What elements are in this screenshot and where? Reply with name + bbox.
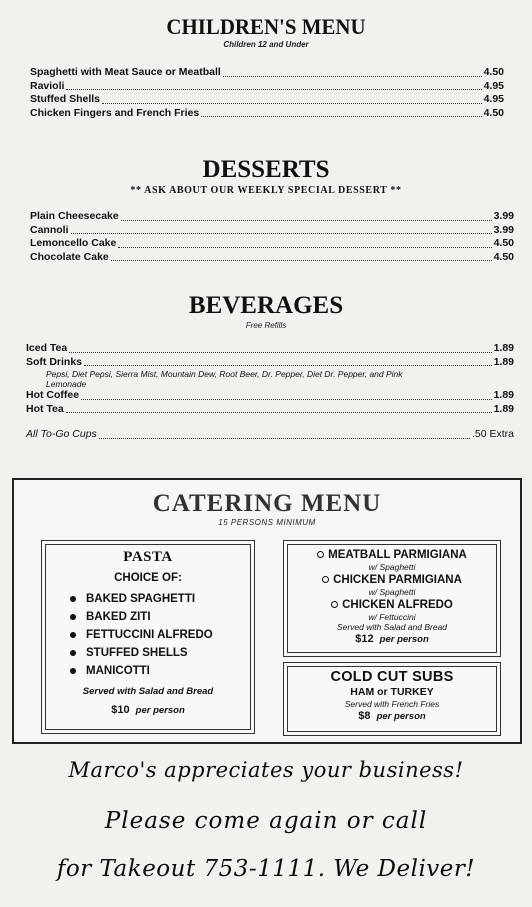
pasta-item-label: MANICOTTI	[86, 665, 150, 677]
subs-options: HAM or TURKEY	[350, 686, 434, 698]
list-item	[70, 608, 254, 626]
togo-row	[26, 428, 514, 442]
pasta-item-label: FETTUCCINI ALFREDO	[86, 629, 213, 641]
beverages-list	[26, 342, 514, 442]
pasta-per-person: per person	[135, 705, 185, 716]
parm-item-name	[284, 599, 500, 612]
dot-leader	[121, 220, 492, 221]
parm-item-label: CHICKEN ALFREDO	[342, 599, 453, 611]
pasta-price: $10	[111, 704, 130, 716]
parm-item-name	[284, 574, 500, 587]
item-price: 4.50	[493, 237, 514, 249]
closing-line-3: for Takeout 753-1111. We Deliver!	[56, 856, 476, 882]
list-item	[70, 662, 254, 680]
item-name: Ravioli	[30, 79, 65, 92]
dot-leader	[201, 116, 481, 117]
bullet-icon	[331, 601, 338, 608]
menu-row	[26, 356, 514, 370]
bullet-icon	[70, 614, 76, 620]
childrens-menu-section	[0, 14, 532, 120]
list-item	[70, 644, 254, 662]
item-name: Iced Tea	[26, 342, 68, 354]
desserts-subtitle: ** ASK ABOUT OUR WEEKLY SPECIAL DESSERT **	[130, 185, 402, 196]
dot-leader	[84, 365, 492, 366]
parm-item-with: w/ Spaghetti	[368, 562, 416, 572]
closing-line-1: Marco's appreciates your business!	[68, 758, 464, 782]
subs-served-note: Served with French Fries	[344, 699, 440, 709]
item-name: Chocolate Cake	[30, 250, 109, 263]
parm-served-note: Served with Salad and Bread	[336, 622, 448, 632]
bullet-icon	[70, 632, 76, 638]
dot-leader	[81, 399, 491, 400]
subs-per-person: per person	[376, 711, 426, 722]
dot-leader	[66, 89, 481, 90]
togo-price: .50 Extra	[471, 428, 514, 440]
menu-row	[30, 93, 504, 107]
desserts-list	[30, 210, 514, 264]
item-price: 4.50	[493, 250, 514, 263]
childrens-menu-list	[30, 66, 504, 120]
item-price: 3.99	[493, 210, 514, 222]
beverages-title: BEVERAGES	[188, 292, 344, 319]
item-name: Plain Cheesecake	[30, 210, 119, 222]
menu-row	[30, 66, 504, 80]
menu-row	[26, 403, 514, 417]
menu-row	[30, 237, 514, 251]
childrens-menu-title: CHILDREN'S MENU	[166, 14, 366, 39]
pasta-item-label: BAKED ZITI	[86, 611, 151, 623]
parm-price: $12	[355, 633, 374, 645]
parm-item-label: MEATBALL PARMIGIANA	[328, 549, 467, 561]
item-name: Stuffed Shells	[30, 93, 101, 105]
subs-price-line	[284, 710, 500, 723]
item-price: 4.95	[483, 79, 504, 92]
item-price: 1.89	[493, 389, 514, 401]
bullet-icon	[322, 576, 329, 583]
item-price: 1.89	[493, 355, 514, 368]
catering-subtitle: 15 PERSONS MINIMUM	[218, 518, 316, 527]
dot-leader	[66, 412, 492, 413]
subs-title: COLD CUT SUBS	[330, 669, 454, 685]
cold-cut-subs-box	[283, 662, 501, 736]
childrens-menu-subtitle: Children 12 and Under	[223, 40, 309, 49]
dot-leader	[223, 76, 482, 77]
beverages-section	[0, 291, 532, 442]
pasta-price-line	[42, 704, 254, 716]
dot-leader	[99, 438, 470, 439]
pasta-box	[41, 540, 255, 734]
list-item	[70, 626, 254, 644]
pasta-title: PASTA	[123, 549, 173, 565]
dot-leader	[69, 352, 491, 353]
bullet-icon	[70, 650, 76, 656]
item-name: Chicken Fingers and French Fries	[30, 106, 200, 119]
dot-leader	[111, 260, 492, 261]
item-price: 4.95	[483, 93, 504, 105]
item-price: 4.50	[483, 106, 504, 119]
pasta-served-note: Served with Salad and Bread	[82, 686, 214, 697]
menu-row	[26, 342, 514, 356]
subs-price: $8	[358, 710, 371, 722]
list-item	[70, 590, 254, 608]
item-name: Lemoncello Cake	[30, 237, 117, 249]
beverages-subtitle: Free Refills	[245, 321, 287, 330]
menu-row	[30, 80, 504, 94]
menu-row	[30, 251, 514, 265]
bullet-icon	[317, 551, 324, 558]
item-name: Hot Tea	[26, 402, 64, 415]
item-price: 1.89	[493, 402, 514, 415]
parmigiana-list	[284, 549, 500, 646]
desserts-section	[0, 155, 532, 264]
menu-row	[26, 389, 514, 403]
item-name: Spaghetti with Meat Sauce or Meatball	[30, 66, 221, 78]
item-price: 3.99	[493, 223, 514, 236]
catering-title: CATERING MENU	[152, 490, 382, 517]
bullet-icon	[70, 668, 76, 674]
item-name: Hot Coffee	[26, 389, 80, 401]
soft-drinks-note: Pepsi, Diet Pepsi, Sierra Mist, Mountain Dew, Root Beer, Dr. Pepper, Diet Dr. Pepper, and Pink Lemonade	[46, 369, 403, 389]
parm-item-with: w/ Spaghetti	[368, 587, 416, 597]
item-price: 1.89	[493, 342, 514, 354]
item-name: Cannoli	[30, 223, 69, 236]
parm-item-with: w/ Fettuccini	[368, 612, 416, 622]
parm-price-line	[284, 633, 500, 646]
pasta-item-label: BAKED SPAGHETTI	[86, 593, 196, 605]
item-name: Soft Drinks	[26, 355, 83, 368]
catering-menu-panel	[12, 478, 522, 744]
parm-per-person: per person	[379, 634, 429, 645]
dot-leader	[102, 103, 482, 104]
bullet-icon	[70, 596, 76, 602]
menu-row	[30, 224, 514, 238]
item-price: 4.50	[483, 66, 504, 78]
parm-item-label: CHICKEN PARMIGIANA	[333, 574, 462, 586]
dot-leader	[118, 247, 491, 248]
pasta-item-label: STUFFED SHELLS	[86, 647, 188, 659]
pasta-choice-label: CHOICE OF:	[114, 572, 182, 584]
parm-item-name	[284, 549, 500, 562]
menu-row	[30, 107, 504, 121]
parmigiana-box	[283, 540, 501, 657]
pasta-list	[70, 590, 254, 680]
desserts-title: DESSERTS	[202, 156, 330, 183]
togo-label: All To-Go Cups	[26, 428, 97, 440]
dot-leader	[71, 233, 492, 234]
menu-row	[30, 210, 514, 224]
closing-line-2: Please come again or call	[104, 808, 428, 834]
